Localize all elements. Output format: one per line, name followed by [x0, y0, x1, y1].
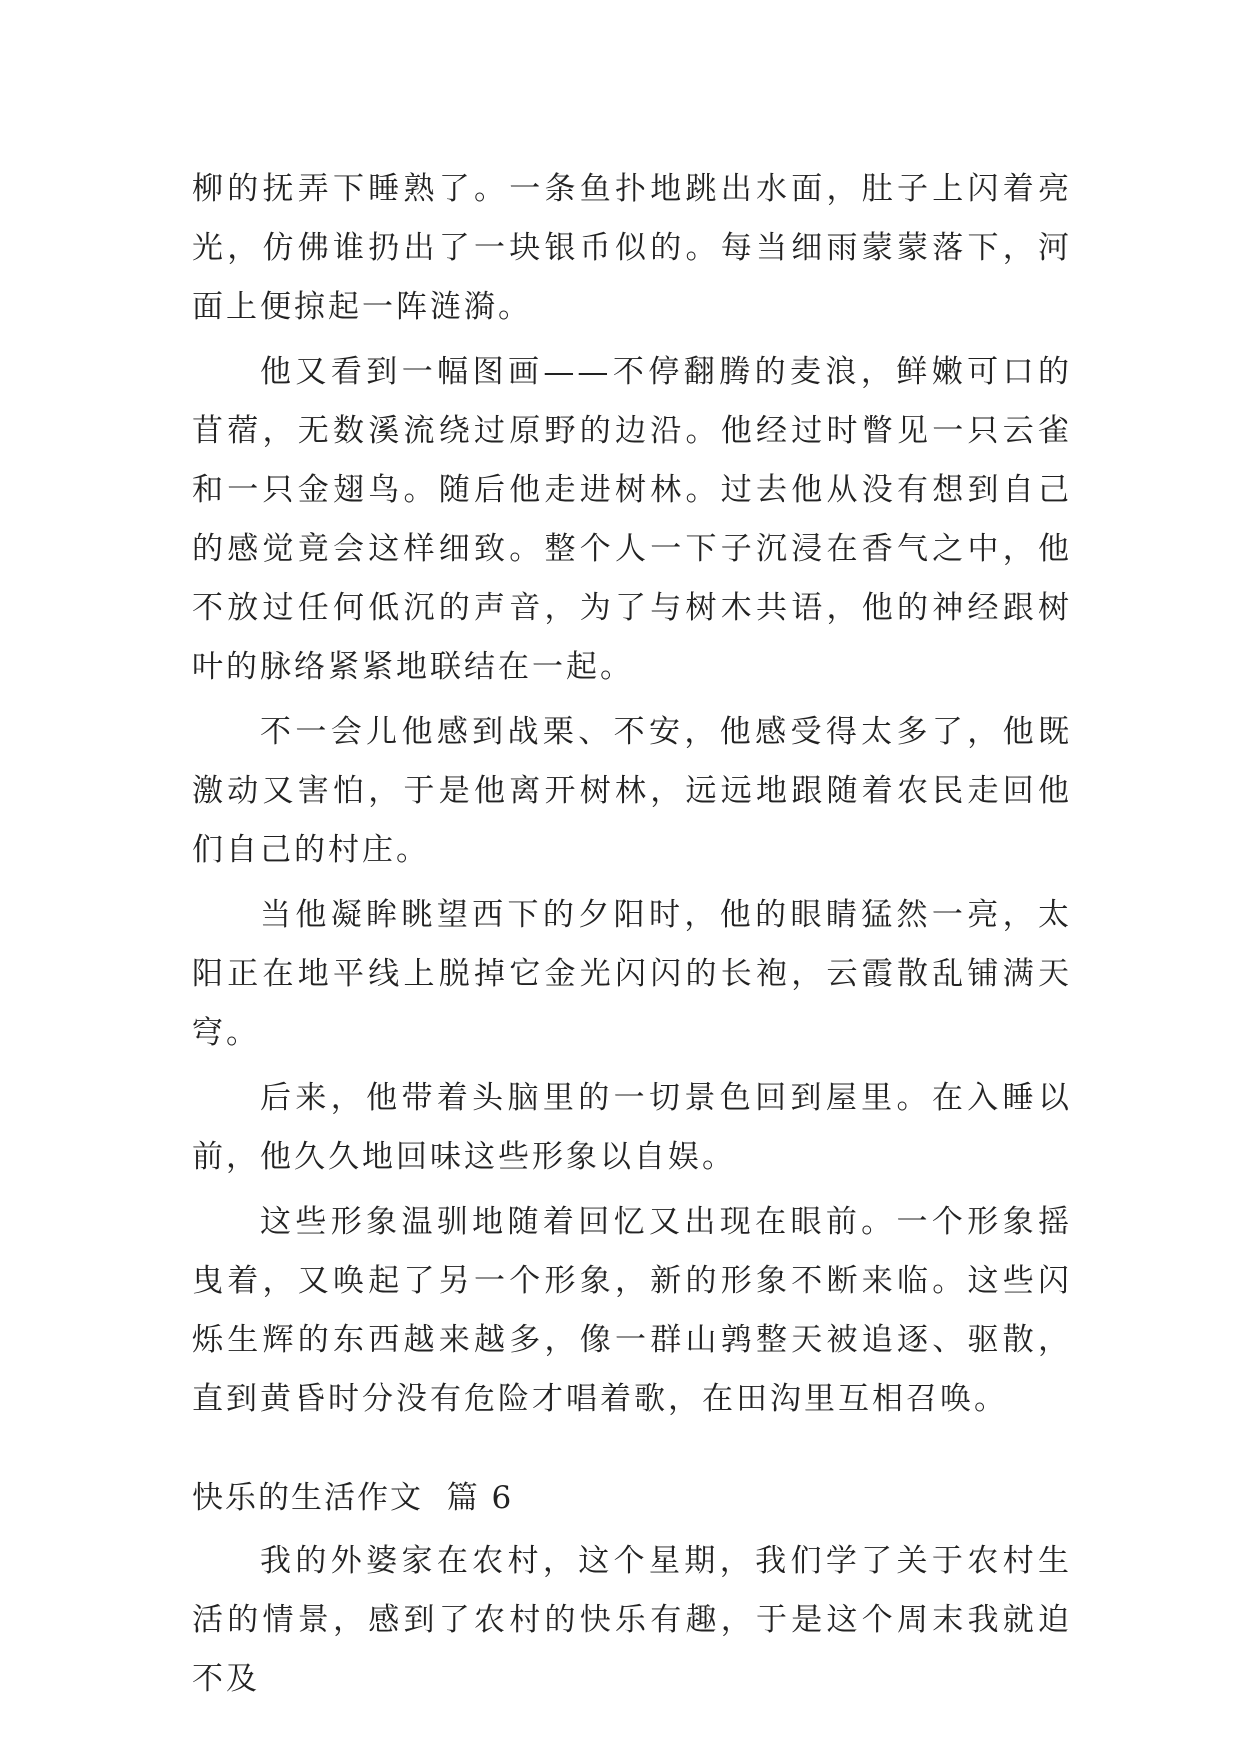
paragraph-1: 柳的抚弄下睡熟了。一条鱼扑地跳出水面，肚子上闪着亮光，仿佛谁扔出了一块银币似的。每当细雨蒙蒙落下，河面上便掠起一阵涟漪。	[192, 171, 1072, 325]
paragraph-6: 这些形象温驯地随着回忆又出现在眼前。一个形象摇曳着，又唤起了另一个形象，新的形象不断来临。这些闪烁生辉的东西越来越多，像一群山鹑整天被追逐、驱散，直到黄昏时分没有危险才唱着歌，在田沟里互相召唤。	[192, 1204, 1072, 1417]
paragraph-3: 不一会儿他感到战栗、不安，他感受得太多了，他既激动又害怕，于是他离开树林，远远地跟随着农民走回他们自己的村庄。	[192, 714, 1072, 868]
section-title: 快乐的生活作文 篇 6	[192, 1480, 514, 1516]
paragraph-5: 后来，他带着头脑里的一切景色回到屋里。在入睡以前，他久久地回味这些形象以自娱。	[192, 1080, 1072, 1175]
document-body	[192, 160, 1072, 1715]
paragraph-2: 他又看到一幅图画——不停翻腾的麦浪，鲜嫩可口的苜蓿，无数溪流绕过原野的边沿。他经过时瞥见一只云雀和一只金翅鸟。随后他走进树林。过去他从没有想到自己的感觉竟会这样细致。整个人一下子沉浸在香气之中，他不放过任何低沉的声音，为了与树木共语，他的神经跟树叶的脉络紧紧地联结在一起。	[192, 354, 1072, 685]
section-paragraph-1: 我的外婆家在农村，这个星期，我们学了关于农村生活的情景，感到了农村的快乐有趣，于是这个周末我就迫不及	[192, 1543, 1072, 1697]
paragraph-4: 当他凝眸眺望西下的夕阳时，他的眼睛猛然一亮，太阳正在地平线上脱掉它金光闪闪的长袍，云霞散乱铺满天穹。	[192, 897, 1072, 1051]
